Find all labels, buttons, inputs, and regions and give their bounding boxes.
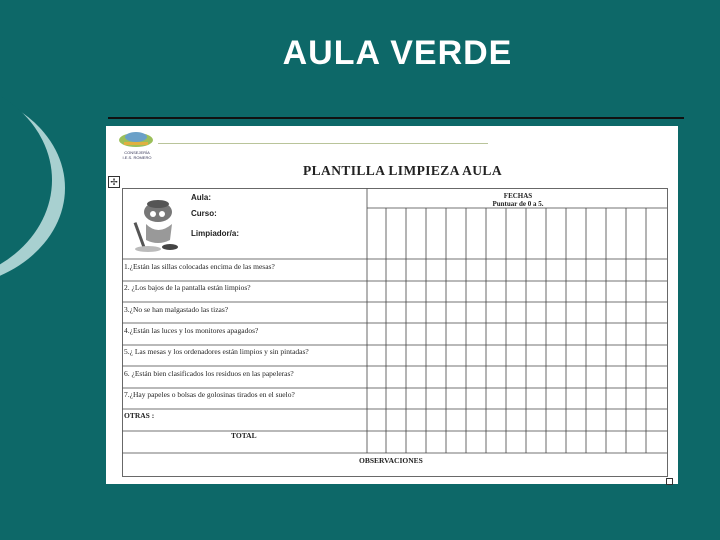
cleaning-mascot-icon (128, 192, 188, 254)
field-limpiador: Limpiador/a: (191, 229, 240, 238)
info-block (123, 189, 367, 259)
question-5: 5.¿ Las mesas y los ordenadores están limpios y sin pintadas? (124, 347, 309, 356)
question-3: 3.¿No se han malgastado las tizas? (124, 305, 229, 314)
total-label: TOTAL (231, 431, 257, 440)
field-curso: Curso: (191, 209, 217, 218)
question-2: 2. ¿Los bajos de la pantalla están limpios? (124, 283, 251, 292)
others-label: OTRAS : (124, 411, 155, 420)
title-divider (108, 117, 684, 119)
dates-title: FECHAS (503, 192, 533, 200)
field-aula: Aula: (191, 193, 211, 202)
question-1: 1.¿Están las sillas colocadas encima de las mesas? (124, 262, 275, 271)
logo-caption-line1: CONSEJERÍA (124, 150, 150, 155)
observations-label: OBSERVACIONES (359, 456, 423, 465)
header-line (158, 143, 488, 144)
school-logo-icon (116, 128, 156, 150)
slide-title: AULA VERDE (282, 34, 513, 72)
question-7: 7.¿Hay papeles o bolsas de golosinas tirados en el suelo? (124, 390, 295, 399)
question-6: 6. ¿Están bien clasificados los residuos en las papeleras? (124, 369, 294, 378)
logo-caption (112, 150, 162, 160)
document-title: PLANTILLA LIMPIEZA AULA (303, 163, 502, 178)
table-move-handle-icon[interactable]: ✢ (108, 176, 120, 188)
question-4: 4.¿Están las luces y los monitores apagados? (124, 326, 259, 335)
dates-instructions: Puntuar de 0 a 5. (492, 200, 544, 208)
table-resize-handle[interactable] (666, 478, 673, 485)
dates-header (369, 192, 667, 208)
logo-caption-line2: I.E.S. ROMERO (122, 155, 152, 160)
